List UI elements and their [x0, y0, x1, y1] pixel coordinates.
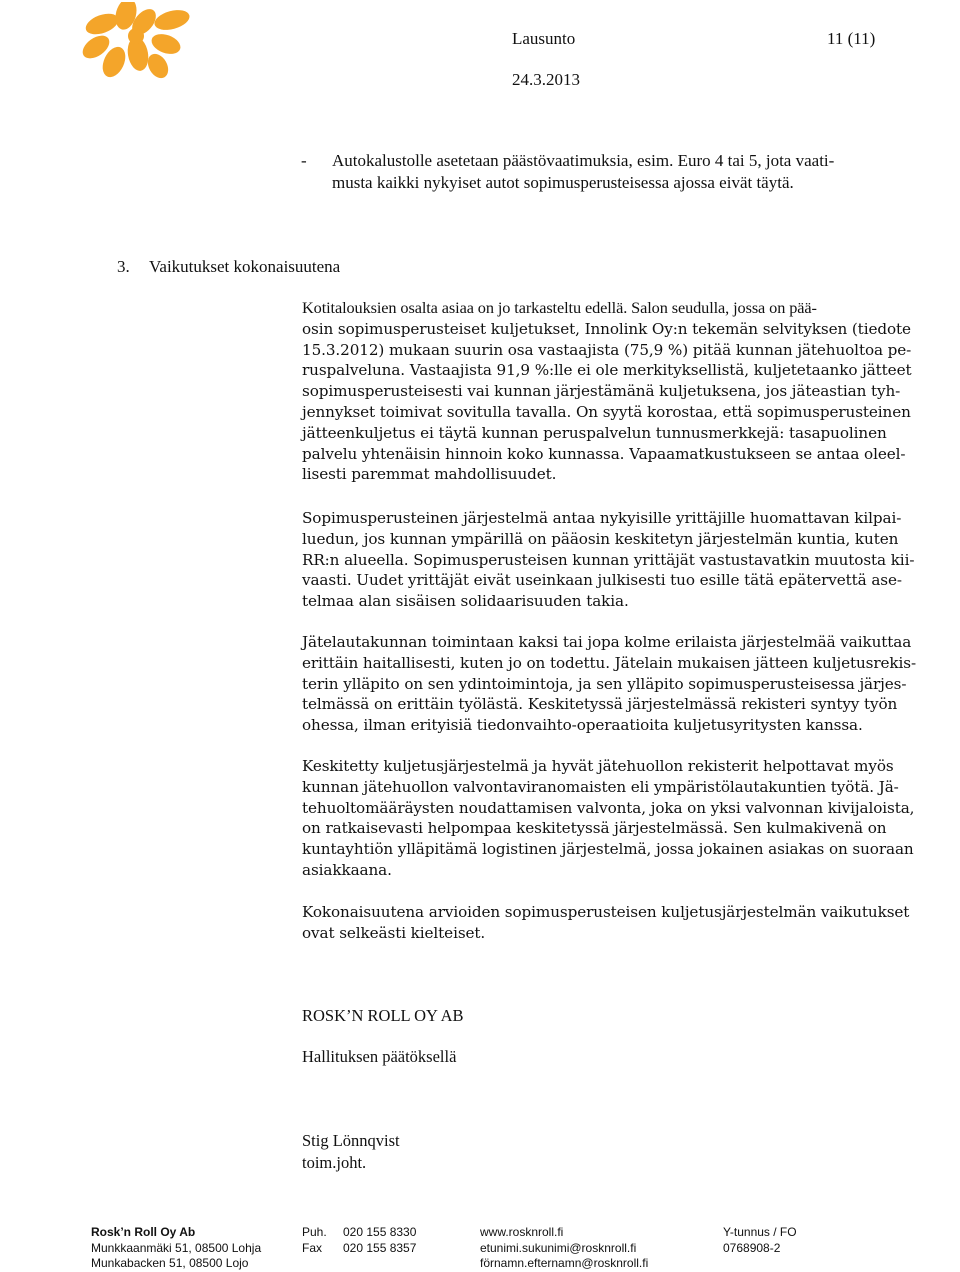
document-type: Lausunto — [512, 29, 576, 48]
footer-company-name: Rosk’n Roll Oy Ab — [91, 1225, 196, 1239]
bullet-item — [301, 150, 901, 194]
paragraph-line: 15.3.2012) mukaan suurin osa vastaajista (75,9 %) pitää kunnan jätehuoltoa pe- — [302, 340, 912, 359]
paragraph-line: osin sopimusperusteiset kuljetukset, Innolink Oy:n tekemän selvityksen (tiedote — [302, 319, 911, 338]
footer-address — [91, 1225, 261, 1272]
footer-phone-number: 020 155 8330 — [343, 1225, 417, 1239]
page-number: 11 (11) — [827, 29, 876, 48]
signature-decision: Hallituksen päätöksellä — [302, 1047, 457, 1066]
company-logo — [78, 2, 198, 80]
footer-business-id-label: Y-tunnus / FO — [723, 1225, 797, 1239]
footer-phone-label: Puh. — [302, 1225, 327, 1239]
footer-fax-number: 020 155 8357 — [343, 1240, 417, 1255]
paragraph-line: sopimusperusteisesti vai kunnan järjestämänä kuljetuksena, jos jäteastian tyh- — [302, 382, 901, 401]
paragraph-line: Kokonaisuutena arvioiden sopimusperusteisen kuljetusjärjestelmän vaikutukset — [302, 903, 910, 921]
paragraph-line: lisesti paremmat mahdollisuudet. — [302, 465, 557, 484]
paragraph-line: Jätelautakunnan toimintaan kaksi tai jopa kolme erilaista järjestelmää vaikuttaa — [302, 633, 912, 651]
document-date: 24.3.2013 — [512, 70, 580, 89]
paragraph-4 — [302, 756, 922, 881]
footer-email-fi[interactable]: etunimi.sukunimi@rosknroll.fi — [480, 1240, 637, 1255]
paragraph-line: palvelu yhtenäisin hinnoin koko kunnassa. Vapaamatkustukseen se antaa oleel- — [302, 444, 906, 463]
paragraph-line: luedun, jos kunnan ympärillä on pääosin keskitetyn järjestelmän kuntia, kuten — [302, 529, 899, 548]
paragraph-line: Sopimusperusteinen järjestelmä antaa nykyisille yrittäjille huomattavan kilpai- — [302, 509, 902, 527]
paragraph-3 — [302, 632, 922, 736]
footer-address-fi: Munkkaanmäki 51, 08500 Lohja — [91, 1240, 262, 1255]
paragraph-5 — [302, 902, 922, 944]
paragraph-line: telmaa alan sisäisen solidaarisuuden takia. — [302, 592, 629, 611]
footer-phone-labels — [302, 1225, 327, 1256]
paragraph-line: terin ylläpito on sen ydintoimintoja, ja sen ylläpito sopimusperusteisessa järjes- — [302, 674, 907, 693]
paragraph-line: RR:n alueella. Sopimusperusteisen kunnan yrittäjät vastustavatkin muutosta kii- — [302, 550, 915, 569]
footer-business-id — [723, 1225, 797, 1256]
footer-email-sv[interactable]: förnamn.efternamn@rosknroll.fi — [480, 1256, 649, 1271]
paragraph-line: ovat selkeästi kielteiset. — [302, 923, 486, 942]
paragraph-line: kunnan jätehuollon valvontaviranomaisten eli ympäristölautakuntien työtä. Jä- — [302, 777, 899, 796]
paragraph-line: ruspalveluna. Vastaajista 91,9 %:lle ei ole merkityksellistä, kuljetetaanko jätteet — [302, 361, 912, 380]
footer-phone-values — [343, 1225, 416, 1256]
paragraph-line: on ratkaisevasti helpompaa keskitetyssä järjestelmässä. Sen kulmakivenä on — [302, 819, 887, 838]
footer-fax-label: Fax — [302, 1240, 323, 1255]
paragraph-1 — [302, 298, 922, 485]
paragraph-2 — [302, 508, 922, 612]
paragraph-line: jennykset toimivat sovitulla tavalla. On syytä korostaa, että sopimusperusteinen — [302, 402, 911, 421]
paragraph-line: kuntayhtiön ylläpitämä logistinen järjestelmä, jossa jokainen asiakas on suoraan — [302, 840, 914, 859]
footer-address-sv: Munkabacken 51, 08500 Lojo — [91, 1256, 249, 1271]
bullet-line: Autokalustolle asetetaan päästövaatimuksia, esim. Euro 4 tai 5, jota vaati- — [332, 151, 835, 170]
signature-company: ROSK’N ROLL OY AB — [302, 1006, 464, 1025]
paragraph-line: asiakkaana. — [302, 860, 392, 879]
bullet-dash: - — [301, 151, 307, 170]
footer-business-id-value: 0768908-2 — [723, 1240, 781, 1255]
signatory-name: Stig Lönnqvist — [302, 1131, 400, 1150]
signatory-title: toim.joht. — [302, 1153, 367, 1172]
section-number: 3. — [117, 257, 130, 276]
paragraph-line: tehuoltomääräysten noudattamisen valvonta, joka on yksi valvonnan kivijaloista, — [302, 798, 915, 817]
footer-web-email — [480, 1225, 648, 1272]
section-heading — [117, 257, 340, 277]
pinwheel-logo-icon — [78, 2, 198, 80]
footer-website-link[interactable]: www.rosknroll.fi — [480, 1225, 564, 1239]
paragraph-line: Keskitetty kuljetusjärjestelmä ja hyvät jätehuollon rekisterit helpottavat myös — [302, 757, 894, 775]
paragraph-line: jätteenkuljetus ei täytä kunnan peruspalvelun tunnusmerkkejä: tasapuolinen — [302, 423, 887, 442]
paragraph-line: ohessa, ilman erityisiä tiedonvaihto-operaatioita kuljetusyritysten kanssa. — [302, 716, 863, 735]
paragraph-line: Kotitalouksien osalta asiaa on jo tarkasteltu edellä. Salon seudulla, jossa on pää- — [302, 298, 817, 317]
paragraph-line: vaasti. Uudet yrittäjät eivät useinkaan julkisesti tuo esille tätä epätervettä ase- — [302, 571, 902, 590]
bullet-line: musta kaikki nykyiset autot sopimusperusteisessa ajossa eivät täytä. — [332, 173, 794, 192]
paragraph-line: erittäin haitallisesti, kuten jo on todettu. Jätelain mukaisen jätteen kuljetusrekis- — [302, 653, 916, 672]
section-title: Vaikutukset kokonaisuutena — [149, 257, 341, 276]
paragraph-line: telmässä on erittäin työlästä. Keskitetyssä järjestelmässä rekisteri syntyy työn — [302, 695, 898, 714]
